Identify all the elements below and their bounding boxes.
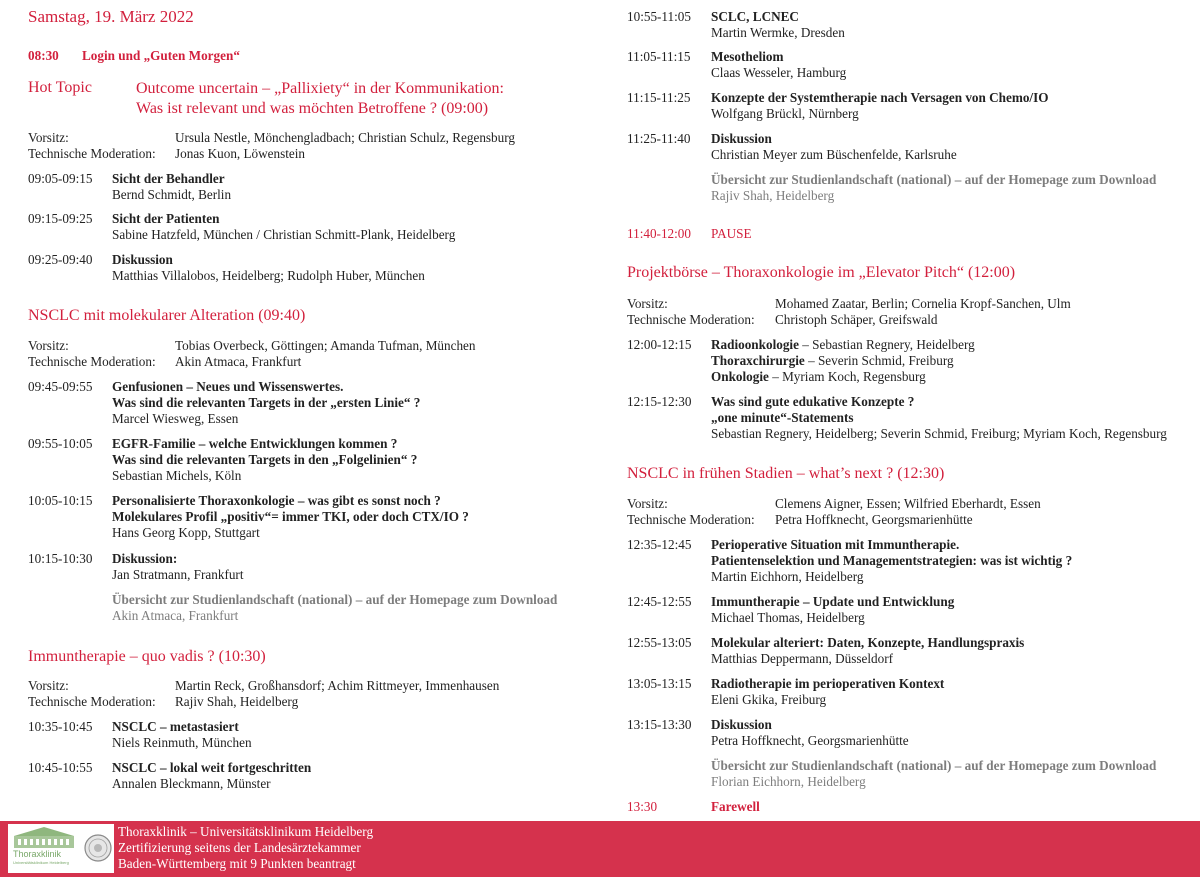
agenda-speaker: Jan Stratmann, Frankfurt: [112, 567, 244, 582]
hot-topic-title: [136, 79, 504, 119]
agenda-item: [112, 551, 243, 583]
section-title-projektboerse: Projektbörse – Thoraxonkologie im „Elevator Pitch“ (12:00): [627, 264, 1016, 281]
agenda-time: 09:15-09:25: [28, 211, 93, 226]
agenda-item: [112, 719, 252, 751]
agenda-title: Genfusionen – Neues und Wissenswertes.: [112, 379, 344, 394]
pitch-line: [711, 369, 975, 385]
agenda-title-line2: Was sind die relevanten Targets in den „Folgelinien“ ?: [112, 452, 418, 467]
agenda-speaker: Bernd Schmidt, Berlin: [112, 187, 232, 202]
agenda-title-line2: „one minute“-Statements: [711, 410, 854, 425]
agenda-speaker: Claas Wesseler, Hamburg: [711, 65, 847, 80]
logo-subtext: Universitätsklinikum Heidelberg: [13, 860, 69, 865]
agenda-title: SCLC, LCNEC: [711, 9, 799, 24]
frueh-chair-label: Vorsitz:: [627, 496, 668, 511]
nsclc-mol-moderation-label: Technische Moderation:: [28, 354, 156, 369]
agenda-item: [112, 493, 469, 541]
agenda-speaker: Sebastian Regnery, Heidelberg; Severin Schmid, Freiburg; Myriam Koch, Regensburg: [711, 426, 1167, 441]
agenda-time: 09:45-09:55: [28, 379, 93, 394]
agenda-time: 10:15-10:30: [28, 551, 93, 566]
agenda-item: [711, 131, 957, 163]
agenda-time: 11:15-11:25: [627, 90, 691, 105]
agenda-speaker: Matthias Deppermann, Düsseldorf: [711, 651, 894, 666]
hot-topic-title-line2: Was ist relevant und was möchten Betroffene ? (09:00): [136, 100, 489, 117]
agenda-speaker: Annalen Bleckmann, Münster: [112, 776, 271, 791]
hot-topic-chair-label: Vorsitz:: [28, 130, 69, 145]
study-overview: [711, 758, 1156, 790]
study-overview-speaker: Florian Eichhorn, Heidelberg: [711, 774, 866, 789]
immun-chair-label: Vorsitz:: [28, 678, 69, 693]
agenda-title: Was sind gute edukative Konzepte ?: [711, 394, 915, 409]
section-title-immuntherapie: Immuntherapie – quo vadis ? (10:30): [28, 648, 266, 665]
pitch-line: [711, 337, 975, 353]
study-overview-title: Übersicht zur Studienlandschaft (national) – auf der Homepage zum Download: [711, 172, 1157, 187]
footer-text: [118, 824, 373, 872]
pitch-speaker: – Severin Schmid, Freiburg: [804, 353, 954, 368]
agenda-title: Diskussion: [711, 131, 772, 146]
agenda-item: [711, 337, 975, 385]
hot-topic-title-line1: Outcome uncertain – „Pallixiety“ in der Kommunikation:: [136, 80, 504, 97]
agenda-title-line2: Patientenselektion und Managementstrategien: was ist wichtig ?: [711, 553, 1073, 568]
logo-graphic: [8, 824, 114, 873]
agenda-speaker: Eleni Gkika, Freiburg: [711, 692, 827, 707]
immun-chair: Martin Reck, Großhansdorf; Achim Rittmeyer, Immenhausen: [175, 678, 500, 693]
nsclc-mol-chair-label: Vorsitz:: [28, 338, 69, 353]
agenda-speaker: Petra Hoffknecht, Georgsmarienhütte: [711, 733, 909, 748]
agenda-speaker: Marcel Wiesweg, Essen: [112, 411, 239, 426]
agenda-title: NSCLC – metastasiert: [112, 719, 239, 734]
agenda-time: 09:05-09:15: [28, 171, 93, 186]
agenda-title: EGFR-Familie – welche Entwicklungen kommen ?: [112, 436, 398, 451]
section-title-nsclc-molecular: NSCLC mit molekularer Alteration (09:40): [28, 307, 306, 324]
pitch-discipline: Thoraxchirurgie: [711, 353, 805, 368]
immun-moderation-label: Technische Moderation:: [28, 694, 156, 709]
agenda-item: [711, 594, 954, 626]
hot-topic-moderation-label: Technische Moderation:: [28, 146, 156, 161]
agenda-speaker: Martin Eichhorn, Heidelberg: [711, 569, 864, 584]
farewell-time: 13:30: [627, 799, 658, 814]
pitch-speaker: – Myriam Koch, Regensburg: [768, 369, 926, 384]
agenda-title: Konzepte der Systemtherapie nach Versagen von Chemo/IO: [711, 90, 1049, 105]
agenda-time: 09:55-10:05: [28, 436, 93, 451]
agenda-time: 10:35-10:45: [28, 719, 93, 734]
nsclc-mol-moderation: Akin Atmaca, Frankfurt: [175, 354, 302, 369]
agenda-speaker: Niels Reinmuth, München: [112, 735, 252, 750]
footer-line3: Baden-Württemberg mit 9 Punkten beantragt: [118, 856, 356, 871]
agenda-time: 10:05-10:15: [28, 493, 93, 508]
agenda-title: Sicht der Behandler: [112, 171, 225, 186]
logo-wordmark: Thoraxklinik: [13, 849, 62, 859]
pause-label: PAUSE: [711, 226, 752, 241]
section-title-nsclc-early: NSCLC in frühen Stadien – what’s next ? (12:30): [627, 465, 945, 482]
frueh-chair: Clemens Aigner, Essen; Wilfried Eberhardt, Essen: [775, 496, 1041, 511]
study-overview: [711, 172, 1156, 204]
thoraxklinik-logo: [8, 824, 114, 873]
agenda-title-line2: Was sind die relevanten Targets in der „ersten Linie“ ?: [112, 395, 421, 410]
agenda-title: NSCLC – lokal weit fortgeschritten: [112, 760, 312, 775]
agenda-title: Diskussion: [112, 252, 173, 267]
pause-time: 11:40-12:00: [627, 226, 691, 241]
agenda-time: 10:45-10:55: [28, 760, 93, 775]
agenda-speaker: Christian Meyer zum Büschenfelde, Karlsruhe: [711, 147, 957, 162]
agenda-item: [112, 436, 417, 484]
study-overview-speaker: Rajiv Shah, Heidelberg: [711, 188, 835, 203]
day-heading: Samstag, 19. März 2022: [28, 7, 194, 26]
pitch-line: [711, 353, 975, 369]
farewell-label: Farewell: [711, 799, 760, 814]
agenda-item: [711, 717, 909, 749]
pitch-discipline: Onkologie: [711, 369, 769, 384]
agenda-speaker: Matthias Villalobos, Heidelberg; Rudolph Huber, München: [112, 268, 425, 283]
agenda-title: Molekular alteriert: Daten, Konzepte, Handlungspraxis: [711, 635, 1025, 650]
agenda-item: [711, 676, 944, 708]
footer-line2: Zertifizierung seitens der Landesärztekammer: [118, 840, 361, 855]
agenda-item: [711, 9, 845, 41]
immun-moderation: Rajiv Shah, Heidelberg: [175, 694, 299, 709]
projekt-moderation-label: Technische Moderation:: [627, 312, 755, 327]
agenda-item: [711, 537, 1072, 585]
agenda-time: 12:15-12:30: [627, 394, 692, 409]
agenda-speaker: Sebastian Michels, Köln: [112, 468, 242, 483]
agenda-item: [112, 211, 455, 243]
agenda-time: 13:05-13:15: [627, 676, 692, 691]
agenda-speaker: Michael Thomas, Heidelberg: [711, 610, 865, 625]
agenda-time: 12:45-12:55: [627, 594, 692, 609]
agenda-time: 12:55-13:05: [627, 635, 692, 650]
footer-banner: [0, 821, 1200, 877]
agenda-title: Sicht der Patienten: [112, 211, 220, 226]
agenda-item: [711, 394, 1167, 442]
study-overview-speaker: Akin Atmaca, Frankfurt: [112, 608, 239, 623]
frueh-moderation: Petra Hoffknecht, Georgsmarienhütte: [775, 512, 973, 527]
login-label: Login und „Guten Morgen“: [82, 48, 240, 63]
hot-topic-moderation: Jonas Kuon, Löwenstein: [175, 146, 306, 161]
agenda-item: [112, 252, 425, 284]
projekt-chair: Mohamed Zaatar, Berlin; Cornelia Kropf-Sanchen, Ulm: [775, 296, 1071, 311]
agenda-title: Diskussion: [711, 717, 772, 732]
agenda-time: 11:25-11:40: [627, 131, 691, 146]
nsclc-mol-chair: Tobias Overbeck, Göttingen; Amanda Tufman, München: [175, 338, 476, 353]
frueh-moderation-label: Technische Moderation:: [627, 512, 755, 527]
agenda-title: Immuntherapie – Update und Entwicklung: [711, 594, 955, 609]
hot-topic-tag: Hot Topic: [28, 79, 92, 96]
login-time: 08:30: [28, 48, 59, 63]
agenda-time: 12:35-12:45: [627, 537, 692, 552]
agenda-title: Personalisierte Thoraxonkologie – was gibt es sonst noch ?: [112, 493, 441, 508]
agenda-time: 09:25-09:40: [28, 252, 93, 267]
agenda-item: [112, 760, 311, 792]
agenda-speaker: Martin Wermke, Dresden: [711, 25, 845, 40]
projekt-chair-label: Vorsitz:: [627, 296, 668, 311]
agenda-title-line2: Molekulares Profil „positiv“= immer TKI, oder doch CTX/IO ?: [112, 509, 469, 524]
agenda-time: 12:00-12:15: [627, 337, 692, 352]
agenda-time: 10:55-11:05: [627, 9, 691, 24]
agenda-item: [112, 379, 420, 427]
agenda-item: [711, 635, 1024, 667]
pitch-speaker: – Sebastian Regnery, Heidelberg: [798, 337, 975, 352]
projekt-moderation: Christoph Schäper, Greifswald: [775, 312, 938, 327]
agenda-item: [711, 90, 1049, 122]
agenda-title: Radiotherapie im perioperativen Kontext: [711, 676, 945, 691]
footer-line1: Thoraxklinik – Universitätsklinikum Heidelberg: [118, 824, 374, 839]
agenda-time: 11:05-11:15: [627, 49, 691, 64]
agenda-speaker: Wolfgang Brückl, Nürnberg: [711, 106, 859, 121]
study-overview-title: Übersicht zur Studienlandschaft (national) – auf der Homepage zum Download: [711, 758, 1157, 773]
pitch-discipline: Radioonkologie: [711, 337, 799, 352]
agenda-speaker: Hans Georg Kopp, Stuttgart: [112, 525, 260, 540]
agenda-title: Diskussion:: [112, 551, 178, 566]
agenda-time: 13:15-13:30: [627, 717, 692, 732]
study-overview: [112, 592, 557, 624]
agenda-title: Perioperative Situation mit Immuntherapie.: [711, 537, 960, 552]
agenda-title: Mesotheliom: [711, 49, 784, 64]
agenda-item: [112, 171, 231, 203]
agenda-speaker: Sabine Hatzfeld, München / Christian Schmitt-Plank, Heidelberg: [112, 227, 456, 242]
agenda-item: [711, 49, 846, 81]
hot-topic-chair: Ursula Nestle, Mönchengladbach; Christian Schulz, Regensburg: [175, 130, 515, 145]
study-overview-title: Übersicht zur Studienlandschaft (national) – auf der Homepage zum Download: [112, 592, 558, 607]
